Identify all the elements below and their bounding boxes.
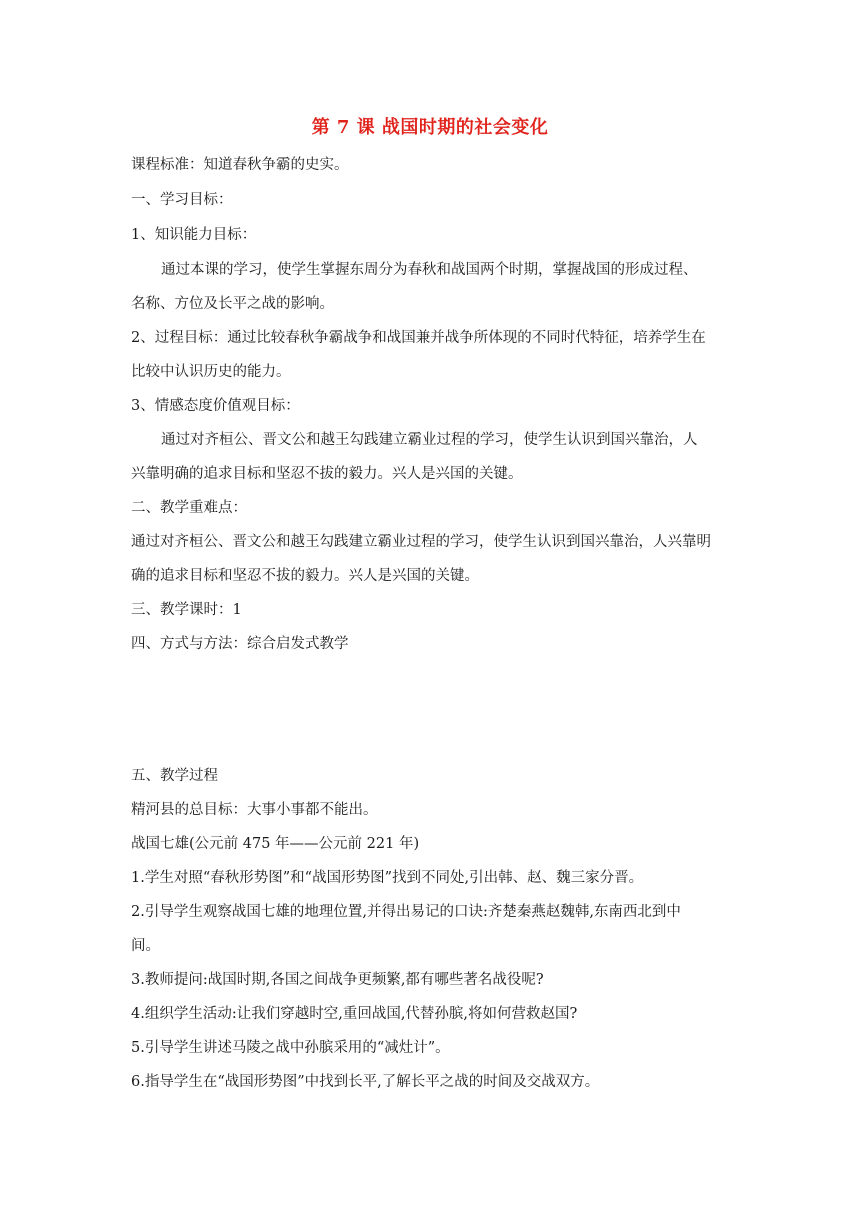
heading-teaching-process: 五、教学过程 (131, 768, 218, 784)
process-goal: 2、过程目标：通过比较春秋争霸战争和战国兼并战争所体现的不同时代特征，培养学生在 (131, 330, 706, 346)
list-item: 4.组织学生活动:让我们穿越时空,重回战国,代替孙膑,将如何营救赵国? (131, 1006, 578, 1022)
paragraph-line: 战国七雄(公元前 475 年——公元前 221 年) (131, 836, 420, 852)
heading-methods: 四、方式与方法：综合启发式教学 (131, 636, 349, 652)
heading-key-points: 二、教学重难点： (131, 500, 247, 516)
paragraph-line: 名称、方位及长平之战的影响。 (131, 296, 334, 312)
list-item-continued: 间。 (131, 938, 160, 954)
course-standard: 课程标准：知道春秋争霸的史实。 (131, 157, 349, 173)
heading-knowledge-goal: 1、知识能力目标： (131, 227, 257, 243)
paragraph-line: 通过本课的学习，使学生掌握东周分为春秋和战国两个时期，掌握战国的形成过程、 (161, 262, 698, 278)
paragraph-line: 兴靠明确的追求目标和坚忍不拔的毅力。兴人是兴国的关键。 (131, 466, 523, 482)
paragraph-line: 通过对齐桓公、晋文公和越王勾践建立霸业过程的学习，使学生认识到国兴靠治，人 (161, 432, 698, 448)
list-item: 3.教师提问:战国时期,各国之间战争更频繁,都有哪些著名战役呢? (131, 972, 544, 988)
list-item: 1.学生对照“春秋形势图”和“战国形势图”找到不同处,引出韩、赵、魏三家分晋。 (131, 870, 644, 886)
paragraph-line: 比较中认识历史的能力。 (131, 364, 291, 380)
paragraph-line: 通过对齐桓公、晋文公和越王勾践建立霸业过程的学习，使学生认识到国兴靠治，人兴靠明 (131, 534, 711, 550)
list-item: 5.引导学生讲述马陵之战中孙膑采用的“减灶计”。 (131, 1040, 450, 1056)
document-title: 第 7 课 战国时期的社会变化 (311, 117, 549, 138)
list-item: 2.引导学生观察战国七雄的地理位置,并得出易记的口诀:齐楚秦燕赵魏韩,东南西北到中 (131, 904, 681, 920)
paragraph-line: 精河县的总目标：大事小事都不能出。 (131, 802, 378, 818)
heading-learning-goals: 一、学习目标： (131, 192, 233, 208)
paragraph-line: 确的追求目标和坚忍不拔的毅力。兴人是兴国的关键。 (131, 568, 479, 584)
list-item: 6.指导学生在“战国形势图”中找到长平,了解长平之战的时间及交战双方。 (131, 1074, 600, 1090)
heading-emotion-goal: 3、情感态度价值观目标： (131, 398, 300, 414)
heading-class-hours: 三、教学课时：1 (131, 602, 242, 618)
